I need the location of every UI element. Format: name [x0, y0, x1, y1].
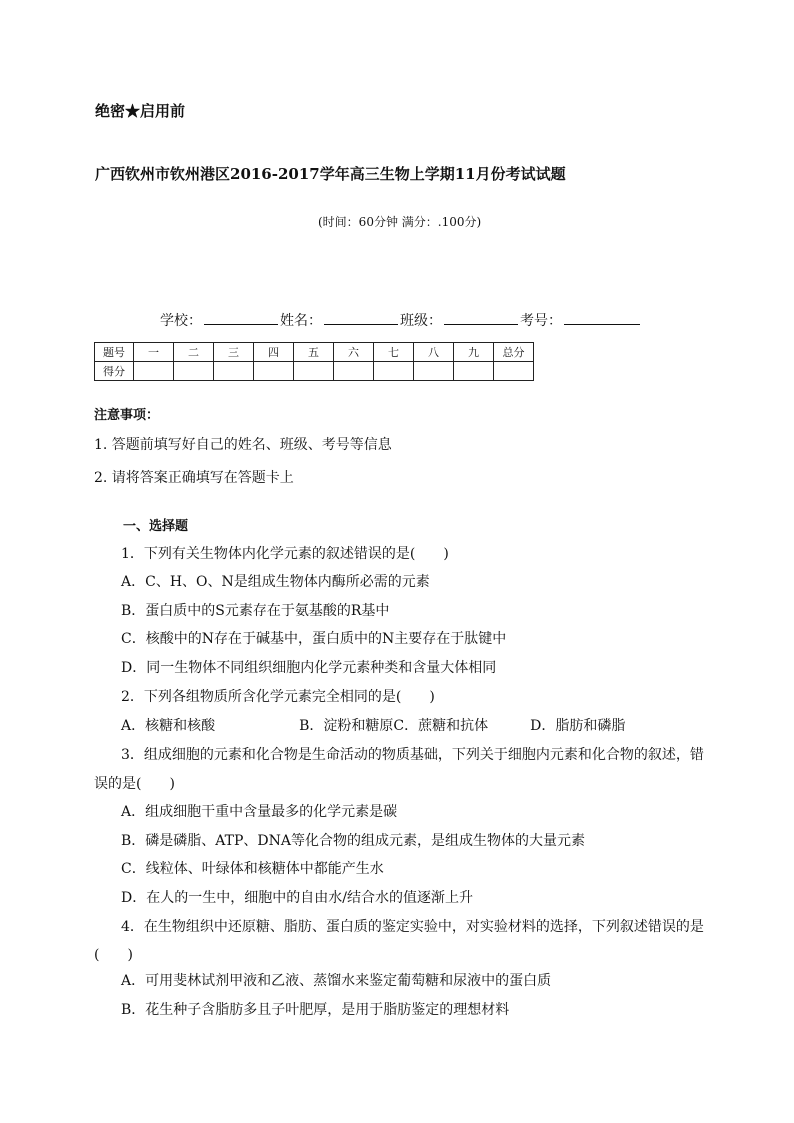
score-cell[interactable]	[454, 362, 494, 381]
answer-options-row: A．核糖和核酸 B．淀粉和糖原C．蔗糖和抗体 D．脂肪和磷脂	[121, 718, 626, 734]
name-blank[interactable]	[324, 310, 398, 325]
answer-option: D．在人的一生中，细胞中的自由水/结合水的值逐渐上升	[121, 890, 473, 906]
time-score-note: (时间：60分钟 满分：.100分)	[318, 215, 482, 229]
answer-option: C．线粒体、叶绿体和核糖体中都能产生水	[121, 861, 384, 877]
score-cell[interactable]	[214, 362, 254, 381]
question-stem: 1．下列有关生物体内化学元素的叙述错误的是( )	[121, 546, 449, 562]
notice-heading: 注意事项：	[94, 408, 160, 423]
question-stem: 3．组成细胞的元素和化合物是生命活动的物质基础，下列关于细胞内元素和化合物的叙述，错	[121, 747, 704, 763]
score-cell[interactable]	[134, 362, 174, 381]
score-cell[interactable]	[494, 362, 534, 381]
question-number-cell: 一	[134, 343, 174, 362]
question-number-cell: 八	[414, 343, 454, 362]
question-number-cell: 五	[294, 343, 334, 362]
score-cell[interactable]	[414, 362, 454, 381]
question-stem: 4．在生物组织中还原糖、脂肪、蛋白质的鉴定实验中，对实验材料的选择，下列叙述错误的是	[121, 919, 704, 935]
school-label: 学校：	[160, 313, 202, 329]
question-stem-continued: ( )	[94, 947, 133, 963]
score-cell[interactable]	[334, 362, 374, 381]
total-header-cell: 总分	[494, 343, 534, 362]
school-blank[interactable]	[204, 310, 278, 325]
section-heading: 一、选择题	[123, 519, 189, 534]
score-cell[interactable]	[174, 362, 214, 381]
answer-option: A．可用斐林试剂甲液和乙液、蒸馏水来鉴定葡萄糖和尿液中的蛋白质	[121, 973, 552, 989]
answer-option: B．蛋白质中的S元素存在于氨基酸的R基中	[121, 603, 390, 619]
answer-option: A．组成细胞干重中含量最多的化学元素是碳	[121, 804, 398, 820]
table-header-cell: 题号	[95, 343, 134, 362]
score-cell[interactable]	[254, 362, 294, 381]
table-row	[95, 362, 534, 381]
question-number-cell: 三	[214, 343, 254, 362]
answer-option: A．C、H、O、N是组成生物体内酶所必需的元素	[121, 574, 430, 590]
score-cell[interactable]	[294, 362, 334, 381]
exam-title: 广西钦州市钦州港区2016-2017学年高三生物上学期11月份考试试题	[95, 165, 566, 183]
notice-item: 1. 答题前填写好自己的姓名、班级、考号等信息	[94, 437, 392, 453]
question-number-cell: 四	[254, 343, 294, 362]
question-number-cell: 九	[454, 343, 494, 362]
score-cell[interactable]	[374, 362, 414, 381]
table-header-cell: 得分	[95, 362, 134, 381]
answer-option: B．花生种子含脂肪多且子叶肥厚，是用于脂肪鉴定的理想材料	[121, 1002, 510, 1018]
answer-option: C．核酸中的N存在于碱基中，蛋白质中的N主要存在于肽键中	[121, 631, 507, 647]
student-info-row	[160, 310, 642, 330]
question-number-cell: 七	[374, 343, 414, 362]
question-number-cell: 二	[174, 343, 214, 362]
score-table	[94, 342, 534, 381]
question-number-cell: 六	[334, 343, 374, 362]
exam-no-label: 考号：	[520, 313, 562, 329]
question-stem: 2．下列各组物质所含化学元素完全相同的是( )	[121, 689, 435, 705]
answer-option: B．磷是磷脂、ATP、DNA等化合物的组成元素，是组成生物体的大量元素	[121, 833, 585, 849]
table-row	[95, 343, 534, 362]
class-blank[interactable]	[444, 310, 518, 325]
answer-option: D．同一生物体不同组织细胞内化学元素种类和含量大体相同	[121, 660, 497, 676]
exam-no-blank[interactable]	[564, 310, 640, 325]
question-stem-continued: 误的是( )	[94, 776, 175, 792]
notice-item: 2. 请将答案正确填写在答题卡上	[94, 470, 294, 486]
name-label: 姓名：	[280, 313, 322, 329]
class-label: 班级：	[400, 313, 442, 329]
confidential-label: 绝密★启用前	[95, 102, 186, 120]
